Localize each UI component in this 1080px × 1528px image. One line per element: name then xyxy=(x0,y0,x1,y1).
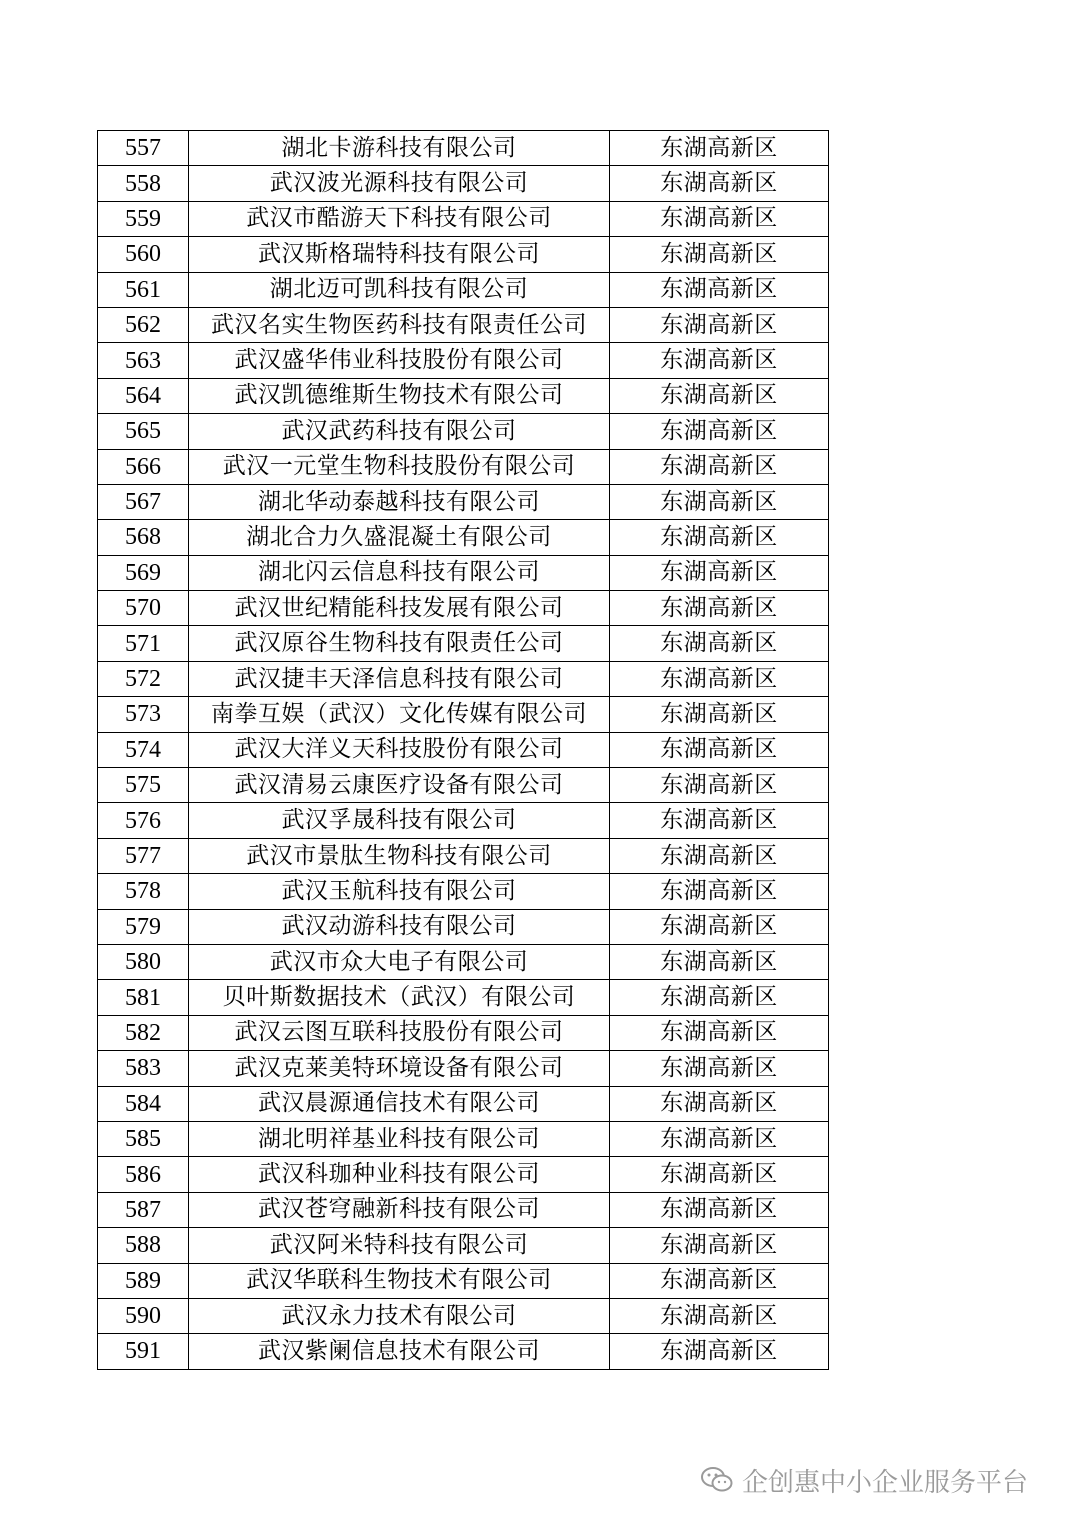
district-name: 东湖高新区 xyxy=(610,1015,829,1050)
district-name: 东湖高新区 xyxy=(610,1086,829,1121)
table-row xyxy=(98,1263,829,1298)
company-name: 武汉紫阑信息技术有限公司 xyxy=(189,1334,610,1369)
table-row xyxy=(98,307,829,342)
table-row xyxy=(98,1015,829,1050)
company-name: 武汉市众大电子有限公司 xyxy=(189,944,610,979)
district-name: 东湖高新区 xyxy=(610,980,829,1015)
district-name: 东湖高新区 xyxy=(610,272,829,307)
company-name: 武汉市景肽生物科技有限公司 xyxy=(189,838,610,873)
company-name: 武汉名实生物医药科技有限责任公司 xyxy=(189,307,610,342)
district-name: 东湖高新区 xyxy=(610,909,829,944)
row-number: 557 xyxy=(98,131,189,166)
company-name: 武汉清易云康医疗设备有限公司 xyxy=(189,768,610,803)
company-name: 湖北迈可凯科技有限公司 xyxy=(189,272,610,307)
table-row xyxy=(98,1334,829,1369)
district-name: 东湖高新区 xyxy=(610,414,829,449)
row-number: 559 xyxy=(98,201,189,236)
district-name: 东湖高新区 xyxy=(610,874,829,909)
company-name: 贝叶斯数据技术（武汉）有限公司 xyxy=(189,980,610,1015)
table-row xyxy=(98,944,829,979)
company-name: 武汉华联科生物技术有限公司 xyxy=(189,1263,610,1298)
table-row xyxy=(98,343,829,378)
row-number: 563 xyxy=(98,343,189,378)
table-row xyxy=(98,909,829,944)
row-number: 573 xyxy=(98,697,189,732)
company-name: 武汉波光源科技有限公司 xyxy=(189,166,610,201)
district-name: 东湖高新区 xyxy=(610,343,829,378)
row-number: 558 xyxy=(98,166,189,201)
row-number: 575 xyxy=(98,768,189,803)
row-number: 574 xyxy=(98,732,189,767)
company-name: 湖北合力久盛混凝土有限公司 xyxy=(189,520,610,555)
row-number: 590 xyxy=(98,1298,189,1333)
district-name: 东湖高新区 xyxy=(610,1298,829,1333)
row-number: 561 xyxy=(98,272,189,307)
table-row xyxy=(98,626,829,661)
row-number: 586 xyxy=(98,1157,189,1192)
table-row xyxy=(98,1121,829,1156)
table-row xyxy=(98,555,829,590)
district-name: 东湖高新区 xyxy=(610,626,829,661)
company-name: 武汉市酷游天下科技有限公司 xyxy=(189,201,610,236)
district-name: 东湖高新区 xyxy=(610,484,829,519)
district-name: 东湖高新区 xyxy=(610,732,829,767)
company-name: 湖北明祥基业科技有限公司 xyxy=(189,1121,610,1156)
row-number: 587 xyxy=(98,1192,189,1227)
row-number: 576 xyxy=(98,803,189,838)
district-name: 东湖高新区 xyxy=(610,1228,829,1263)
table-row xyxy=(98,874,829,909)
district-name: 东湖高新区 xyxy=(610,1334,829,1369)
table-row xyxy=(98,166,829,201)
row-number: 581 xyxy=(98,980,189,1015)
company-list-table xyxy=(97,130,829,1370)
table-row xyxy=(98,272,829,307)
row-number: 582 xyxy=(98,1015,189,1050)
company-name: 武汉盛华伟业科技股份有限公司 xyxy=(189,343,610,378)
row-number: 571 xyxy=(98,626,189,661)
district-name: 东湖高新区 xyxy=(610,838,829,873)
row-number: 577 xyxy=(98,838,189,873)
company-name: 武汉云图互联科技股份有限公司 xyxy=(189,1015,610,1050)
district-name: 东湖高新区 xyxy=(610,1192,829,1227)
company-name: 武汉斯格瑞特科技有限公司 xyxy=(189,237,610,272)
row-number: 578 xyxy=(98,874,189,909)
company-name: 武汉晨源通信技术有限公司 xyxy=(189,1086,610,1121)
row-number: 585 xyxy=(98,1121,189,1156)
district-name: 东湖高新区 xyxy=(610,237,829,272)
watermark xyxy=(700,1458,1028,1502)
table-row xyxy=(98,661,829,696)
district-name: 东湖高新区 xyxy=(610,131,829,166)
table-row xyxy=(98,484,829,519)
company-name: 武汉永力技术有限公司 xyxy=(189,1298,610,1333)
district-name: 东湖高新区 xyxy=(610,1157,829,1192)
company-name: 武汉克莱美特环境设备有限公司 xyxy=(189,1051,610,1086)
table-row xyxy=(98,414,829,449)
row-number: 562 xyxy=(98,307,189,342)
table-row xyxy=(98,520,829,555)
row-number: 565 xyxy=(98,414,189,449)
row-number: 591 xyxy=(98,1334,189,1369)
row-number: 572 xyxy=(98,661,189,696)
table-row xyxy=(98,131,829,166)
wechat-icon xyxy=(700,1465,734,1495)
district-name: 东湖高新区 xyxy=(610,768,829,803)
district-name: 东湖高新区 xyxy=(610,307,829,342)
table-row xyxy=(98,768,829,803)
row-number: 589 xyxy=(98,1263,189,1298)
table-row xyxy=(98,697,829,732)
district-name: 东湖高新区 xyxy=(610,378,829,413)
row-number: 568 xyxy=(98,520,189,555)
row-number: 583 xyxy=(98,1051,189,1086)
company-name: 武汉孚晟科技有限公司 xyxy=(189,803,610,838)
company-name: 武汉一元堂生物科技股份有限公司 xyxy=(189,449,610,484)
district-name: 东湖高新区 xyxy=(610,555,829,590)
table-row xyxy=(98,1051,829,1086)
district-name: 东湖高新区 xyxy=(610,944,829,979)
row-number: 580 xyxy=(98,944,189,979)
table-row xyxy=(98,1228,829,1263)
row-number: 584 xyxy=(98,1086,189,1121)
row-number: 567 xyxy=(98,484,189,519)
table-row xyxy=(98,732,829,767)
row-number: 560 xyxy=(98,237,189,272)
company-name: 南拳互娱（武汉）文化传媒有限公司 xyxy=(189,697,610,732)
table-row xyxy=(98,237,829,272)
district-name: 东湖高新区 xyxy=(610,803,829,838)
row-number: 566 xyxy=(98,449,189,484)
row-number: 579 xyxy=(98,909,189,944)
table-row xyxy=(98,449,829,484)
district-name: 东湖高新区 xyxy=(610,449,829,484)
company-name: 武汉凯德维斯生物技术有限公司 xyxy=(189,378,610,413)
company-name: 湖北闪云信息科技有限公司 xyxy=(189,555,610,590)
district-name: 东湖高新区 xyxy=(610,520,829,555)
company-list-body xyxy=(98,131,829,1370)
table-row xyxy=(98,1298,829,1333)
table-row xyxy=(98,980,829,1015)
district-name: 东湖高新区 xyxy=(610,661,829,696)
district-name: 东湖高新区 xyxy=(610,1051,829,1086)
company-name: 武汉玉航科技有限公司 xyxy=(189,874,610,909)
company-name: 武汉苍穹融新科技有限公司 xyxy=(189,1192,610,1227)
row-number: 588 xyxy=(98,1228,189,1263)
district-name: 东湖高新区 xyxy=(610,166,829,201)
district-name: 东湖高新区 xyxy=(610,201,829,236)
district-name: 东湖高新区 xyxy=(610,1263,829,1298)
table-row xyxy=(98,378,829,413)
table-row xyxy=(98,591,829,626)
company-name: 武汉捷丰天泽信息科技有限公司 xyxy=(189,661,610,696)
company-name: 武汉阿米特科技有限公司 xyxy=(189,1228,610,1263)
table-row xyxy=(98,1192,829,1227)
table-row xyxy=(98,803,829,838)
company-name: 武汉武药科技有限公司 xyxy=(189,414,610,449)
district-name: 东湖高新区 xyxy=(610,591,829,626)
row-number: 569 xyxy=(98,555,189,590)
row-number: 570 xyxy=(98,591,189,626)
district-name: 东湖高新区 xyxy=(610,1121,829,1156)
table-row xyxy=(98,1086,829,1121)
table-row xyxy=(98,1157,829,1192)
company-name: 湖北华动泰越科技有限公司 xyxy=(189,484,610,519)
company-name: 武汉科珈种业科技有限公司 xyxy=(189,1157,610,1192)
company-name: 武汉世纪精能科技发展有限公司 xyxy=(189,591,610,626)
company-name: 武汉大洋义天科技股份有限公司 xyxy=(189,732,610,767)
company-name: 武汉动游科技有限公司 xyxy=(189,909,610,944)
table-row xyxy=(98,201,829,236)
company-name: 武汉原谷生物科技有限责任公司 xyxy=(189,626,610,661)
company-name: 湖北卡游科技有限公司 xyxy=(189,131,610,166)
watermark-text: 企创惠中小企业服务平台 xyxy=(742,1467,1029,1498)
row-number: 564 xyxy=(98,378,189,413)
district-name: 东湖高新区 xyxy=(610,697,829,732)
table-row xyxy=(98,838,829,873)
